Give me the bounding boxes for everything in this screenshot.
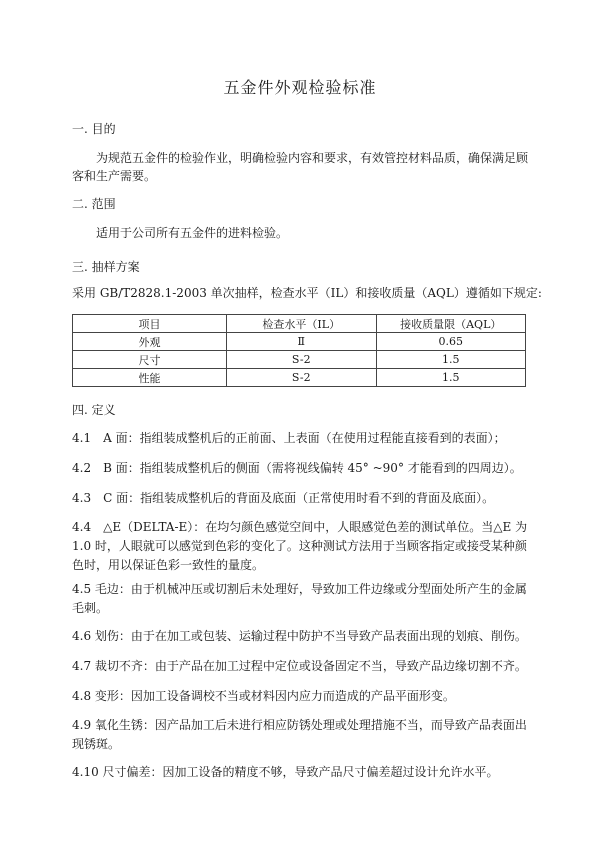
definition-item: 4.7 裁切不齐：由于产品在加工过程中定位或设备固定不当，导致产品边缘切割不齐。	[72, 659, 527, 673]
table-cell: 性能	[73, 369, 227, 387]
definition-item: 4.10 尺寸偏差：因加工设备的精度不够，导致产品尺寸偏差超过设计允许水平。	[72, 765, 499, 779]
definition-item: 4.3 C 面：指组装成整机后的背面及底面（正常使用时看不到的背面及底面）。	[72, 491, 495, 505]
page-title: 五金件外观检验标准	[223, 78, 377, 97]
table-cell: S-2	[227, 369, 376, 387]
table-header-row	[73, 315, 526, 333]
table-header-cell: 接收质量限（AQL）	[376, 315, 526, 333]
definition-item: 4.4 △E（DELTA-E）：在均匀颜色感觉空间中，人眼感觉色差的测试单位。当△E 为 1.0 时，人眼就可以感觉到色彩的变化了。这种测试方法用于当顾客指定或接受某种颜色时，用以保证色彩一致性的量度。	[72, 520, 528, 572]
table-cell: Ⅱ	[227, 333, 376, 351]
table-cell: 0.65	[376, 333, 526, 351]
section-heading-scope: 二. 范围	[72, 197, 116, 211]
table-header-cell: 项目	[73, 315, 227, 333]
definition-item: 4.8 变形：因加工设备调校不当或材料因内应力而造成的产品平面形变。	[72, 689, 455, 703]
table-row	[73, 333, 526, 351]
table-cell: 1.5	[376, 369, 526, 387]
table-cell: 外观	[73, 333, 227, 351]
definition-item: 4.6 划伤：由于在加工或包装、运输过程中防护不当导致产品表面出现的划痕、削伤。	[72, 629, 527, 643]
definition-item: 4.2 B 面：指组装成整机后的侧面（需将视线偏转 45° ~90° 才能看到的四周边）。	[72, 461, 522, 475]
purpose-text: 为规范五金件的检验作业，明确检验内容和要求，有效管控材料品质，确保满足顾客和生产需要。	[72, 151, 529, 183]
sampling-text: 采用 GB/T2828.1-2003 单次抽样，检查水平（IL）和接收质量（AQL）遵循如下规定:	[72, 286, 542, 300]
table-row	[73, 369, 526, 387]
definition-item: 4.5 毛边：由于机械冲压或切割后未处理好，导致加工件边缘或分型面处所产生的金属毛刺。	[72, 582, 527, 615]
definition-item: 4.9 氧化生锈：因产品加工后未进行相应防锈处理或处理措施不当，而导致产品表面出现锈斑。	[72, 718, 527, 751]
table-cell: 1.5	[376, 351, 526, 369]
table-cell: 尺寸	[73, 351, 227, 369]
section-heading-sampling: 三. 抽样方案	[72, 260, 140, 274]
section-heading-definitions: 四. 定义	[72, 403, 116, 417]
scope-text: 适用于公司所有五金件的进料检验。	[96, 226, 289, 240]
table-cell: S-2	[227, 351, 376, 369]
definition-item: 4.1 A 面：指组装成整机后的正前面、上表面（在使用过程能直接看到的表面）；	[72, 431, 506, 445]
section-heading-purpose: 一. 目的	[72, 122, 116, 136]
sampling-table	[72, 314, 526, 387]
table-row	[73, 351, 526, 369]
table-header-cell: 检查水平（IL）	[227, 315, 376, 333]
